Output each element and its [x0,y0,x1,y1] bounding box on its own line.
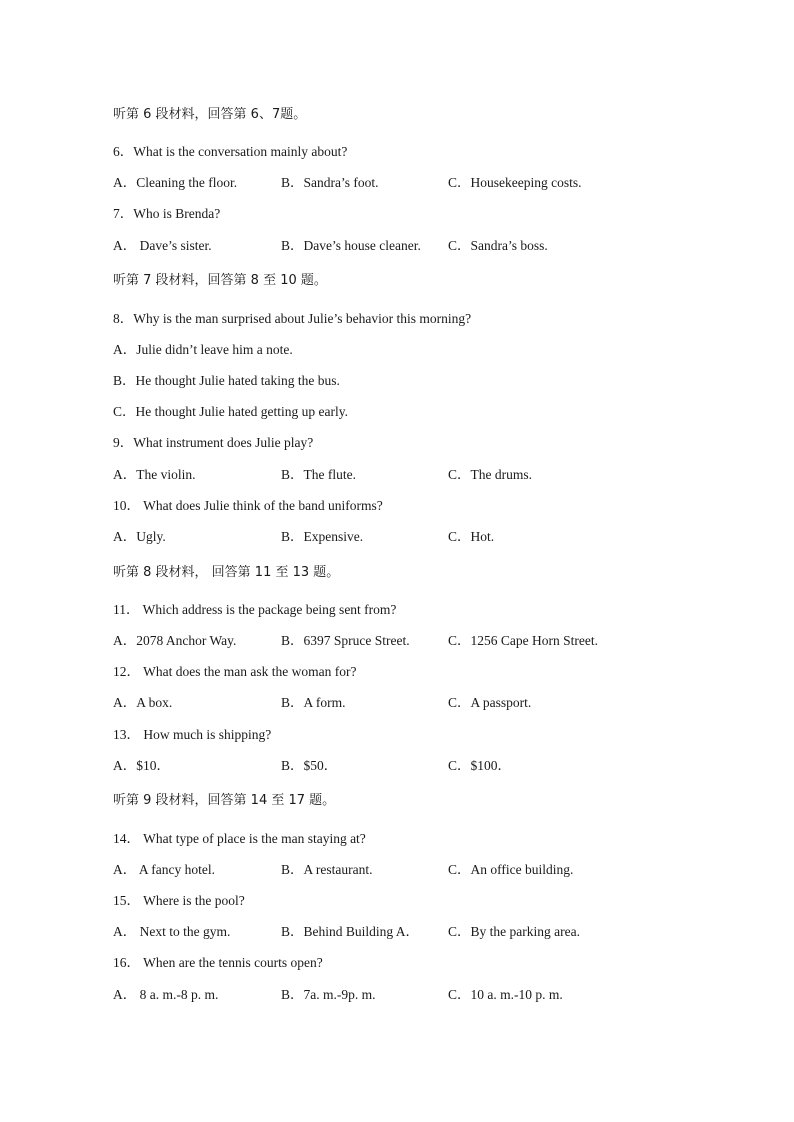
question-6-options [113,174,713,192]
section-heading: 听第 9 段材料，回答第 14 至 17 题。 [113,793,336,808]
option-c[interactable]: C．1256 Cape Horn Street. [448,633,598,648]
question-13: 13． How much is shipping? [113,727,272,742]
option-a[interactable]: A． Next to the gym. [113,924,231,939]
option-c[interactable]: C．An office building. [448,862,574,877]
option-c[interactable]: C．He thought Julie hated getting up early. [113,404,348,419]
question-11-options [113,632,713,650]
question-14: 14． What type of place is the man staying at? [113,831,366,846]
question-8: 8．Why is the man surprised about Julie’s behavior this morning? [113,311,472,326]
option-b[interactable]: B．7a. m.-9p. m. [281,987,376,1002]
option-c[interactable]: C．$100． [448,758,512,773]
option-a[interactable]: A．Julie didn’t leave him a note. [113,342,293,357]
section-heading: 听第 6 段材料，回答第 6、7题。 [113,107,307,122]
option-a[interactable]: A．Ugly. [113,529,166,544]
question-11: 11． Which address is the package being sent from? [113,602,397,617]
question-15-options [113,923,713,941]
option-b[interactable]: B．Dave’s house cleaner. [281,238,421,253]
option-c[interactable]: C．Hot. [448,529,495,544]
question-6: 6．What is the conversation mainly about? [113,144,348,159]
question-7-options [113,237,713,255]
option-c[interactable]: C．Housekeeping costs. [448,175,582,190]
option-b[interactable]: B．The flute. [281,467,356,482]
option-c[interactable]: C．Sandra’s boss. [448,238,548,253]
option-b[interactable]: B．$50． [281,758,338,773]
option-a[interactable]: A．2078 Anchor Way. [113,633,237,648]
option-b[interactable]: B．Expensive. [281,529,364,544]
section-heading: 听第 8 段材料， 回答第 11 至 13 题。 [113,565,340,580]
question-12: 12． What does the man ask the woman for? [113,664,357,679]
option-a[interactable]: A．The violin. [113,467,196,482]
option-b[interactable]: B．A form. [281,695,346,710]
question-13-options [113,757,713,775]
option-b[interactable]: B．6397 Spruce Street. [281,633,410,648]
question-16-options [113,986,713,1004]
question-9: 9．What instrument does Julie play? [113,435,314,450]
option-c[interactable]: C．The drums. [448,467,532,482]
option-b[interactable]: B．Sandra’s foot. [281,175,379,190]
option-a[interactable]: A．$10． [113,758,170,773]
question-14-options [113,861,713,879]
option-c[interactable]: C．By the parking area. [448,924,580,939]
question-7: 7．Who is Brenda? [113,206,221,221]
option-a[interactable]: A． A fancy hotel. [113,862,215,877]
question-10: 10． What does Julie think of the band uniforms? [113,498,383,513]
option-a[interactable]: A．A box. [113,695,173,710]
option-a[interactable]: A．Cleaning the floor. [113,175,238,190]
question-15: 15． Where is the pool? [113,893,245,908]
section-heading: 听第 7 段材料，回答第 8 至 10 题。 [113,273,327,288]
option-b[interactable]: B．He thought Julie hated taking the bus. [113,373,340,388]
option-b[interactable]: B．A restaurant. [281,862,373,877]
question-12-options [113,694,713,712]
question-16: 16． When are the tennis courts open? [113,955,323,970]
option-c[interactable]: C．10 a. m.-10 p. m. [448,987,563,1002]
option-b[interactable]: B．Behind Building A． [281,924,420,939]
question-10-options [113,528,713,546]
question-9-options [113,466,713,484]
option-c[interactable]: C．A passport. [448,695,532,710]
option-a[interactable]: A． 8 a. m.-8 p. m. [113,987,219,1002]
option-a[interactable]: A． Dave’s sister. [113,238,212,253]
